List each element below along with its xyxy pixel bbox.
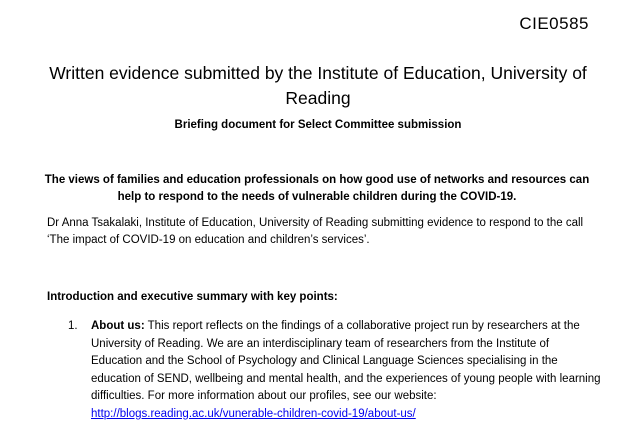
- reference-code: CIE0585: [519, 14, 589, 33]
- document-subtitle: Briefing document for Select Committee submission: [174, 119, 462, 131]
- section-heading: Introduction and executive summary with key points:: [47, 291, 338, 303]
- headline: The views of families and education professionals on how good use of networks and resources can help to respond to the needs of vulnerable children during the COVID-19.: [44, 174, 590, 203]
- list-item-body: [91, 318, 601, 423]
- list-item-text: This report reflects on the findings of a collaborative project run by researchers at the University of Reading. We are an interdisciplinary team of researchers from the Institute of Education and the School of Psychology and Clinical Language Sciences specialising in the education of SEND, wellbeing and mental health, and the experiences of young people with learning difficulties. For more information about our profiles, see our website:: [91, 320, 601, 402]
- list-item-number: 1.: [68, 320, 78, 332]
- intro-paragraph: Dr Anna Tsakalaki, Institute of Education, University of Reading submitting evidence to respond to the call ‘The impact of COVID-19 on education and children’s services’.: [47, 217, 584, 246]
- list-item-lead: About us:: [91, 320, 145, 332]
- document-title: Written evidence submitted by the Institute of Education, University of Reading: [49, 63, 587, 108]
- about-us-link[interactable]: http://blogs.reading.ac.uk/vunerable-children-covid-19/about-us/: [91, 407, 416, 420]
